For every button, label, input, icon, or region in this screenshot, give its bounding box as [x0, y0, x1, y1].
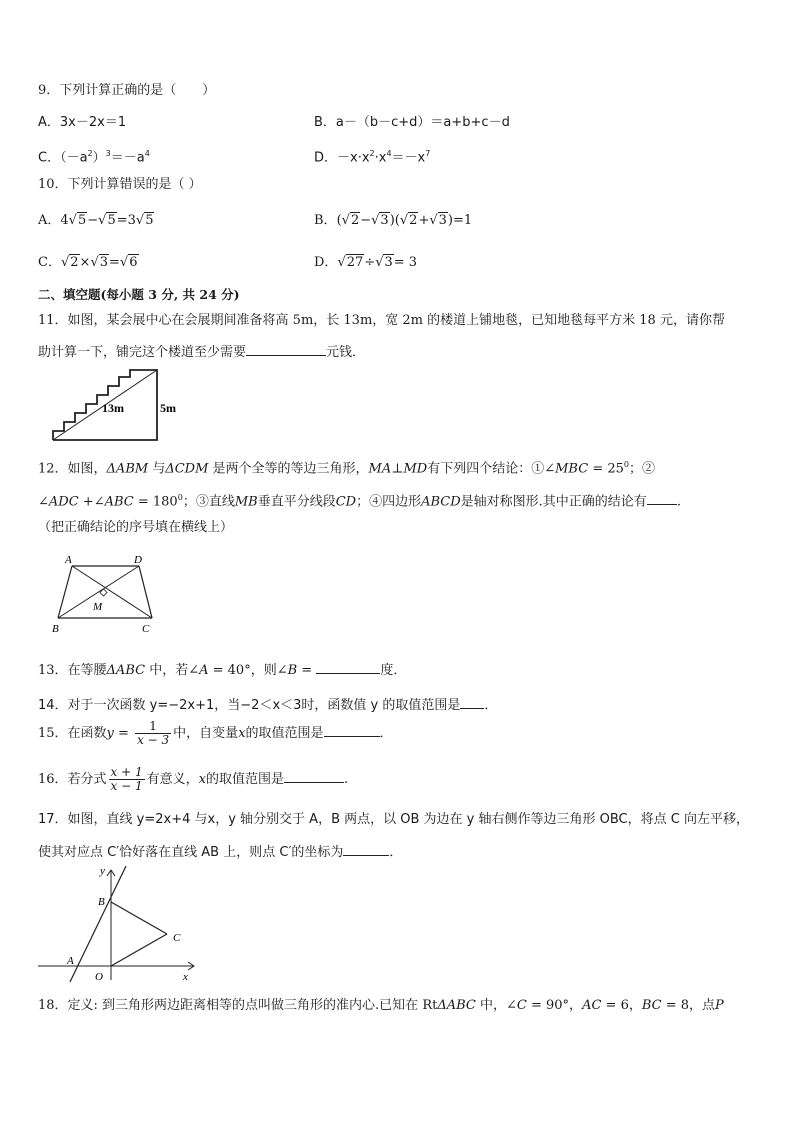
- t: A: [199, 663, 209, 678]
- radical: √2: [399, 213, 418, 228]
- t: x: [238, 726, 246, 741]
- q10-a-minus: −: [87, 213, 99, 228]
- t: MB: [234, 494, 258, 510]
- t: 度．: [380, 663, 407, 678]
- t: ．: [389, 845, 403, 860]
- radical: √2: [60, 255, 79, 270]
- t: 中，若∠: [145, 663, 200, 678]
- q10-d-r2: 3: [384, 255, 393, 270]
- q12-line3: （把正确结论的序号填在横线上）: [38, 520, 234, 535]
- q10-a-coef: 4: [60, 213, 69, 228]
- q12-line2: [38, 489, 681, 511]
- radical: √2: [341, 213, 360, 228]
- q9-c-mid: ）: [92, 150, 106, 166]
- q9-option-a: A．3x－2x＝1: [38, 115, 127, 130]
- q10-b-label: B．: [314, 213, 337, 228]
- t: 有下列四个结论：①∠: [427, 461, 556, 477]
- q10-c-label: C．: [38, 255, 61, 270]
- q10-b-r4: 3: [438, 213, 447, 228]
- seg-DC: [139, 566, 152, 618]
- q9-c-exp1: 2: [87, 149, 93, 158]
- q15: [38, 720, 393, 747]
- q9-d-e3: 7: [425, 149, 431, 158]
- radical: √5: [98, 213, 116, 228]
- t: MA⊥MD: [368, 461, 428, 477]
- q10-b-plus: +: [418, 213, 430, 228]
- coordinate-figure: [34, 862, 204, 984]
- radical: √3: [429, 213, 447, 228]
- q10-d-eq: = 3: [393, 255, 418, 270]
- t: ．: [484, 698, 498, 713]
- q17-line1: 17．如图，直线 y=2x+4 与x，y 轴分别交于 A，B 两点，以 OB 为边在 y 轴右侧作等边三角形 OBC，将点 C 向左平移，: [38, 812, 749, 827]
- t: 的取值范围是: [206, 772, 285, 787]
- q14: [38, 696, 497, 715]
- q10-a-r3: 5: [145, 213, 154, 228]
- t: ΔCDM: [165, 461, 209, 477]
- q10-a-eq: =3: [116, 213, 136, 228]
- radical: √6: [119, 255, 138, 270]
- q10-b-eq: =1: [453, 213, 473, 228]
- t: = 180: [133, 494, 178, 510]
- q10-a-r1: 5: [77, 213, 87, 228]
- label-5m: 5m: [160, 401, 176, 415]
- t: MBC: [555, 461, 589, 477]
- t: 中，自变量: [173, 726, 239, 741]
- t: 15．在函数: [38, 726, 107, 741]
- t: ΔABC: [106, 663, 146, 678]
- q10-a-r2: 5: [107, 213, 116, 228]
- q9-d-e2: 4: [386, 149, 392, 158]
- q10-stem: 10．下列计算错误的是（ ）: [38, 177, 202, 192]
- t: = 25: [588, 461, 624, 477]
- t: 0: [177, 493, 183, 502]
- q12-line1: [38, 456, 655, 478]
- label-O: O: [95, 971, 103, 983]
- t: CD: [335, 494, 357, 510]
- t: 与: [148, 461, 166, 477]
- t: ；②: [628, 461, 655, 477]
- q10-d-label: D．: [314, 255, 338, 270]
- t: .: [344, 772, 349, 787]
- q10-d-div: ÷: [364, 255, 376, 270]
- seg-BC: [111, 902, 167, 934]
- answer-blank: [647, 492, 677, 505]
- t: ．: [379, 726, 393, 741]
- t: = 8，点: [661, 998, 716, 1013]
- q9-c-exp3: 4: [144, 149, 150, 158]
- q9-option-d: [314, 145, 430, 167]
- label-x: x: [183, 971, 188, 983]
- t: =: [297, 663, 317, 678]
- fraction-num: 1: [135, 720, 171, 734]
- t: ABCD: [421, 494, 461, 510]
- t: y: [106, 726, 114, 741]
- seg-AC: [72, 566, 152, 618]
- t: ；④四边形: [356, 494, 422, 510]
- label-y: y: [100, 865, 105, 877]
- t: 18．定义: 到三角形两边距离相等的点叫做三角形的准内心.已知在 Rt: [38, 998, 438, 1013]
- t: =: [113, 726, 134, 741]
- t: .: [676, 494, 681, 510]
- q10-option-b: B．(√2−√3)(√2+√3)=1: [314, 213, 473, 228]
- q11-line1: 11．如图，某会展中心在会展期间准备将高 5m，长 13m，宽 2m 的楼道上铺地毯，已知地毯每平方米 18 元，请你帮: [38, 313, 725, 328]
- t: 中，∠: [475, 998, 517, 1013]
- q10-b-minus: −: [360, 213, 372, 228]
- q10-option-a: [38, 212, 154, 230]
- q9-c-exp2: 3: [105, 149, 111, 158]
- t: +∠: [78, 494, 105, 510]
- t: = 90°，: [526, 998, 583, 1013]
- t: 12．如图，: [38, 461, 107, 477]
- t: 是轴对称图形.其中正确的结论有: [460, 494, 647, 510]
- q10-b-r1: 2: [350, 213, 360, 228]
- q11-line2: [38, 343, 365, 362]
- answer-blank: [284, 770, 344, 783]
- q10-b-r2: 3: [380, 213, 389, 228]
- q9-option-c: [38, 145, 150, 167]
- line-AB: [70, 866, 126, 982]
- label-C: C: [173, 932, 181, 944]
- q9-d-e1: 2: [369, 149, 375, 158]
- t: P: [715, 998, 724, 1013]
- label-B: B: [98, 896, 105, 908]
- fraction-den: x − 1: [110, 779, 143, 793]
- radical: √5: [68, 213, 87, 228]
- trapezoid-figure: [48, 550, 168, 638]
- radical: √3: [375, 255, 393, 270]
- label-A: A: [67, 955, 74, 967]
- q11-post: 元钱．: [326, 345, 366, 360]
- t: ∠: [38, 494, 49, 510]
- q16: [38, 766, 348, 793]
- answer-blank: [246, 343, 326, 356]
- label-C: C: [142, 623, 150, 635]
- q10-b-r3: 2: [409, 213, 418, 228]
- radical: √27: [337, 255, 364, 270]
- answer-blank: [343, 843, 389, 856]
- q10-c-times: ×: [79, 255, 91, 270]
- fraction-den: x − 3: [137, 733, 170, 747]
- fraction-num: x + 1: [110, 765, 143, 779]
- t: 13．在等腰: [38, 663, 107, 678]
- label-A: A: [65, 554, 72, 566]
- q17-line2: [38, 843, 402, 862]
- q10-c-r3: 6: [129, 255, 138, 270]
- staircase-figure: [50, 368, 180, 444]
- t: 是两个全等的等边三角形，: [208, 461, 369, 477]
- answer-blank: [324, 724, 380, 737]
- label-M: M: [93, 601, 103, 613]
- q10-option-d: [314, 254, 417, 272]
- t: = 40°，则∠: [208, 663, 288, 678]
- q9-d-post: ＝－x: [391, 150, 426, 166]
- t: ABC: [104, 494, 134, 510]
- answer-blank: [316, 661, 380, 674]
- q10-c-r1: 2: [70, 255, 79, 270]
- q10-option-c: [38, 254, 139, 272]
- fraction: [135, 720, 171, 747]
- q9-d-mid: ·x: [374, 150, 387, 166]
- t: 有意义，: [146, 772, 199, 787]
- q10-d-r1: 27: [346, 255, 364, 270]
- t: ΔABM: [106, 461, 149, 477]
- t: x: [198, 772, 206, 787]
- q11-pre: 助计算一下，铺完这个楼道至少需要: [38, 345, 247, 360]
- label-D: D: [134, 554, 142, 566]
- t: 使其对应点 C′恰好落在直线 AB 上，则点 C′的坐标为: [38, 845, 344, 860]
- q9-c-post: ＝－a: [110, 150, 145, 166]
- t: ADC: [48, 494, 79, 510]
- t: 16．若分式: [38, 772, 107, 787]
- t: ；③直线: [182, 494, 235, 510]
- label-13m: 13m: [102, 401, 124, 415]
- t: 垂直平分线段: [257, 494, 336, 510]
- q13: [38, 661, 406, 680]
- q9-stem: 9．下列计算正确的是（ ）: [38, 83, 216, 98]
- q9-c-pre: C．（－a: [38, 150, 88, 166]
- radical: √5: [135, 213, 154, 228]
- t: BC: [641, 998, 662, 1013]
- q9-d-pre: D．－x·x: [314, 150, 370, 166]
- t: = 6，: [601, 998, 642, 1013]
- q18: [38, 997, 724, 1015]
- q9-option-b: B．a－（b－c+d）＝a+b+c－d: [314, 115, 510, 130]
- label-B: B: [52, 623, 59, 635]
- t: AC: [582, 998, 602, 1013]
- fraction: [109, 766, 145, 793]
- q10-a-label: A．: [38, 213, 61, 228]
- t: 14．对于一次函数 y=−2x+1，当−2＜x＜3时，函数值 y 的取值范围是: [38, 698, 461, 713]
- section-heading: 二、填空题(每小题 3 分, 共 24 分): [38, 287, 240, 302]
- answer-blank: [460, 696, 484, 709]
- q10-c-r2: 3: [99, 255, 109, 270]
- q10-c-eq: =: [109, 255, 120, 270]
- radical: √3: [371, 213, 389, 228]
- t: 0: [623, 460, 629, 469]
- seg-CO: [111, 934, 167, 966]
- radical: √3: [90, 255, 109, 270]
- t: 的取值范围是: [245, 726, 324, 741]
- t: C: [516, 998, 527, 1013]
- t: ΔABC: [437, 998, 476, 1013]
- t: B: [287, 663, 298, 678]
